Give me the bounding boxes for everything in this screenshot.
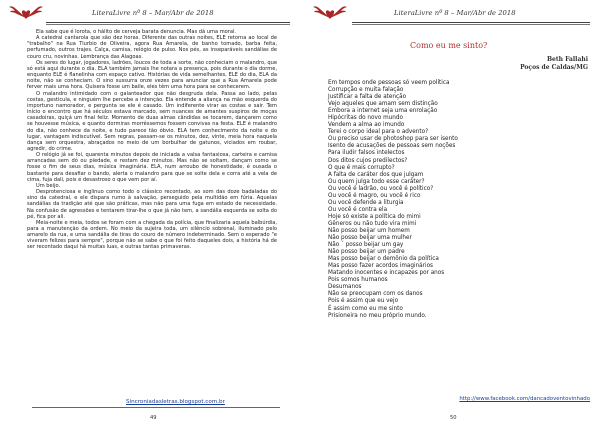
right-page xyxy=(300,0,600,424)
poem-line: Desumanos xyxy=(328,284,362,291)
poem-line: Matando inocentes e incapazes por anos xyxy=(328,270,445,277)
story-paragraph: Um beijo. xyxy=(36,182,61,189)
poem-line: Ou você é contra ela xyxy=(328,206,388,213)
poem-lines xyxy=(328,80,578,320)
poem-line: É assim como eu me sinto xyxy=(328,305,403,312)
poem-line: Terei o corpo ideal para o advento? xyxy=(328,129,429,136)
poem-line: Não se preocupam com os danos xyxy=(328,291,423,298)
story-paragraph: O relógio já se foi, quarenta minutos depois de iniciada a valsa fantasiosa, carteira e camisa arrancadas sem dó ou piedade, e restam dez minutos. Mas não se soltam, dançam como se fosse o fim de seus dias, música imaginária. ELA, num arroubo de honestidade, é ousada o bastante para desafiar o bando, alerta o malandro para que se solte dela e corra até a vela de cima, fuja dali, pois é desastroso o que vem por aí. xyxy=(27,152,277,183)
poem-line: Gêneros ou não tudo vira mimi xyxy=(328,220,417,227)
poem-line: Ou você defende a liturgia xyxy=(328,199,404,206)
poem-line: O que é mais corrupto? xyxy=(328,164,395,171)
poem-line: Não posso beijar um padre xyxy=(328,249,405,256)
poem-line: A falta de caráter dos que julgam xyxy=(328,171,424,178)
story-text xyxy=(27,29,277,251)
page-header: LiteraLivre nº 8 – Mar/Abr de 2018 xyxy=(394,9,516,17)
poem-line: Hipócritas do novo mundo xyxy=(328,115,403,122)
poem-title: Como eu me sinto? xyxy=(410,41,488,50)
poem-line: Não ´ posso beijar um gay xyxy=(328,242,404,249)
poem-line: Para iludir falsos intelectos xyxy=(328,150,405,157)
poem-line: Justificar a falta de atenção xyxy=(328,94,407,101)
page-number: 49 xyxy=(150,415,157,421)
header-rule-thin xyxy=(352,24,590,25)
poem-line: Corrupção e muita falação xyxy=(328,87,404,94)
poem-line: Vendem a alma ao imundo xyxy=(328,122,405,129)
header-rule-thin xyxy=(46,24,290,25)
blog-link[interactable]: Sincroniadasletras.blogspot.com.br xyxy=(126,399,225,405)
poem-line: Não posso beijar uma mulher xyxy=(328,235,412,242)
author-block xyxy=(520,56,588,71)
poem-line: Hoje só existe a política do mimi xyxy=(328,213,421,220)
poem-line: Ou preciso usar de photoshop para ser isento xyxy=(328,136,458,143)
poem-line: Dos ditos cujos predilectos? xyxy=(328,157,408,164)
poem-line: Pois somos humanos xyxy=(328,277,388,284)
author-name: Beth Fallahi xyxy=(546,56,588,63)
author-place: Poços de Caldas/MG xyxy=(520,63,588,71)
poem-line: Pois é assim que eu vejo xyxy=(328,298,399,305)
poem-line: Ou você é magro, ou você é rico xyxy=(328,192,421,199)
winged-heart-logo-icon xyxy=(312,4,348,20)
footer-rule xyxy=(32,407,280,408)
poem-line: Prisioneira no meu próprio mundo. xyxy=(328,312,427,319)
poem-line: Ou quem julga todo esse caráter? xyxy=(328,178,425,185)
page-header: LiteraLivre nº 8 – Mar/Abr de 2018 xyxy=(92,9,214,17)
story-paragraph: A catedral cantarola que são dez horas. Diferente das outras noites, ELE retorna ao local de "trabalho" na Rua Tiurbio de Oliveira, agora Rua Amarela, de banho tomado, barba feita, perfumado, outros trajes. Calça, camisa, relógio de pulso. Nos pés, as inseparáveis sandálias de couro cru, novinhas. Lembrança das Alagoas. xyxy=(27,35,277,60)
header-rule xyxy=(46,22,290,23)
story-paragraph: Os seres do lugar, jogadores, ladrões, loucos de toda a sorte, não conheciam o malandro, que só está aqui durante o dia. ELA também jamais lhe notara a presença, pois durante o dia dorme, enquanto ELE é flanelinha com espaço cativo. Histórias de vida semelhantes, ELE do dia, ELA da noite, não se conheciam. O sino sussurra onze vezes para anunciar que a Rua Amarela pode ferver mais uma hora. Quisera fosse um baile, eles têm uma hora para se conhecerem. xyxy=(27,59,277,91)
story-paragraph: Meia-noite e meia, todos se foram com a chegada da polícia, que finalizaria aquela balbúrdia, para a manutenção da ordem. No meio da sujeira toda, um silêncio sobrenal, iluminado pelo amarelo da rua, e uma sandália de tiras do couro de número indeterminado. Sem o esperado "e viveram felizes para sempre", porque não se sabe o que foi feito daqueles dois, a história há de ser recontado daqui há muitas luas, e outras tantas primaveras. xyxy=(27,219,277,251)
poem-line: Não posso beijar um homem xyxy=(328,227,410,234)
story-paragraph: O malandro intimidado com o galanteador que não desgruda dela. Passa ao lado, pelas costas, gesticula, e ninguém lhe percebe a intenção. Ela entende a aliança na mão esquerda do importuno namorador, e pergunta se ele é casado. Um indiferente virar as costas e sair. Tem início o encontro que há séculos estava marcado, sem nuances de amantes suspiros de moças casadoiras, quiçá um final feliz. Momento de duas almas cândidas se tocarem, dançarem como se houvesse música, e quanto dormiras morrêssemos fossem convivas na festa. ELE é malandro do dia, não conhece da noite, e tudo parece tão óbvio. ELA tem conhecimento da noite e do lugar, vantagem indiscutível. Sem regras, passam-se os minutos, dez, vinte, meia hora naquela dança sem orquestra, abraçados no meio de um borbulhar de gatunos, viciados em roubar, agredir, do crime. xyxy=(27,90,277,152)
story-paragraph: Ela sabe que é lorota, o hálito de cerveja barata denuncia. Mas dá uma moral. xyxy=(36,29,237,35)
story-paragraph: Desprotenciosa e inglinuo como todo o clássico recontado, ao som das doze badaladas do sino da catedral, e ele dispara rumo à salvação, perseguido pela multidão em fúria. Aquelas sandálias da tradição até que são práticas, mas não para uma fuga em estado de necessidade. Na confusão de agressões e tentarem tirar-lhe o que já não tem, a sandália esquerda se solta do pé, fica por ali. xyxy=(27,189,277,220)
winged-heart-logo-icon xyxy=(8,4,44,20)
poem-line: Embora a internet seja uma enrolação xyxy=(328,108,438,115)
page-number: 50 xyxy=(450,415,457,421)
poem-line: Mas posso fazer acordos imaginários xyxy=(328,263,434,270)
header-rule xyxy=(352,22,590,23)
poem-line: Mas posso beijar o demônio da política xyxy=(328,256,439,263)
poem-line: Ou você é ladrão, ou você é político? xyxy=(328,185,434,192)
poem-line: Isento de acusações de pessoas sem noções xyxy=(328,143,456,150)
poem-line: Em tempos onde pessoas só veem política xyxy=(328,80,450,86)
facebook-link[interactable]: http://www.facebook.com/dancadoventovinhado xyxy=(459,396,590,402)
poem-line: Vejo aqueles que amam sem distinção xyxy=(328,101,438,108)
